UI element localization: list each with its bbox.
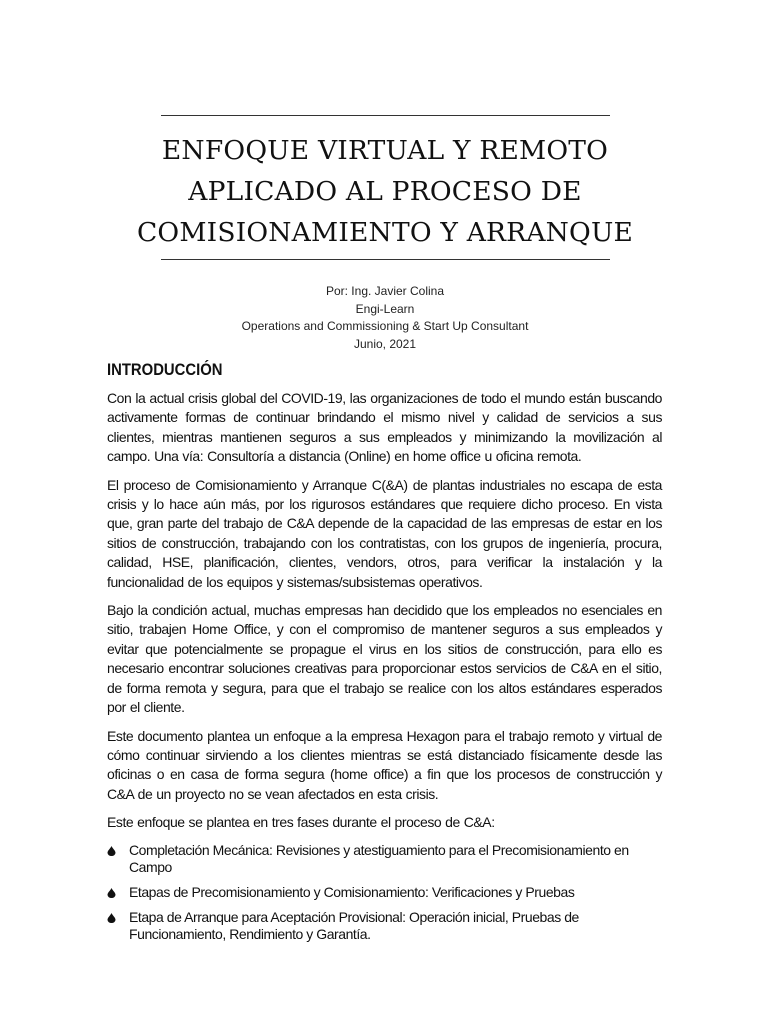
drop-icon [107, 846, 116, 856]
section-heading: INTRODUCCIÓN [107, 361, 223, 379]
list-item [107, 884, 662, 901]
paragraph: Este enfoque se plantea en tres fases durante el proceso de C&A: [107, 814, 495, 831]
paragraph: Con la actual crisis global del COVID-19, las organizaciones de todo el mundo están buscando activamente formas de continuar brindando el mismo nivel y calidad de servicios a sus clientes, mientras mantienen seguros a sus empleados y minimizando la movilización al campo. Una vía: Consultoría a distancia (Online) en home office u oficina remota. [107, 390, 662, 465]
list-item [107, 909, 662, 943]
byline-date: Junio, 2021 [353, 336, 417, 351]
drop-icon [107, 888, 116, 898]
byline-role: Operations and Commissioning & Start Up Consultant [241, 319, 529, 333]
title-line-3: COMISIONAMIENTO Y ARRANQUE [136, 217, 634, 248]
paragraph: El proceso de Comisionamiento y Arranque C(&A) de plantas industriales no escapa de esta crisis y lo hace aún más, por los rigurosos estándares que requiere dicho proceso. En vista que, gran parte del trabajo de C&A depende de la capacidad de las empresas de estar en los sitios de construcción, trabajando con los contratistas, con los grupos de ingeniería, procura, calidad, HSE, planificación, clientes, vendors, otros, para verificar la instalación y la funcionalidad de los equipos y sistemas/subsistemas operativos. [107, 476, 662, 590]
list-item-text: Completación Mecánica: Revisiones y atestiguamiento para el Precomisionamiento en Campo [129, 841, 629, 875]
title-line-1: ENFOQUE VIRTUAL Y REMOTO [161, 135, 609, 166]
title-top-rule [161, 115, 610, 116]
title-bottom-rule [161, 259, 610, 260]
document-body [107, 360, 662, 951]
byline [160, 283, 610, 353]
paragraph: Bajo la condición actual, muchas empresas han decidido que los empleados no esenciales en sitio, trabajen Home Office, y con el compromiso de mantener seguros a sus empleados y evitar que potencialmente se propague el virus en los sitios de construcción, para ello es necesario encontrar soluciones creativas para proporcionar estos servicios de C&A en el sitio, de forma remota y segura, para que el trabajo se realice con los altos estándares esperados por el cliente. [107, 602, 662, 716]
paragraph: Este documento plantea un enfoque a la empresa Hexagon para el trabajo remoto y virtual de cómo continuar sirviendo a los clientes mientras se está distanciado físicamente desde las oficinas o en casa de forma segura (home office) a fin que los procesos de construcción y C&A de un proyecto no se vean afectados en esta crisis. [107, 727, 662, 802]
title-line-2: APLICADO AL PROCESO DE [188, 176, 582, 207]
phase-list [107, 842, 662, 943]
document-title [120, 130, 650, 253]
list-item-text: Etapa de Arranque para Aceptación Provisional: Operación inicial, Pruebas de Funcionamiento, Rendimiento y Garantía. [129, 908, 579, 942]
list-item [107, 842, 662, 876]
drop-icon [107, 913, 116, 923]
list-item-text: Etapas de Precomisionamiento y Comisionamiento: Verificaciones y Pruebas [129, 883, 575, 900]
byline-author: Por: Ing. Javier Colina [325, 284, 445, 298]
byline-company: Engi-Learn [355, 301, 415, 316]
